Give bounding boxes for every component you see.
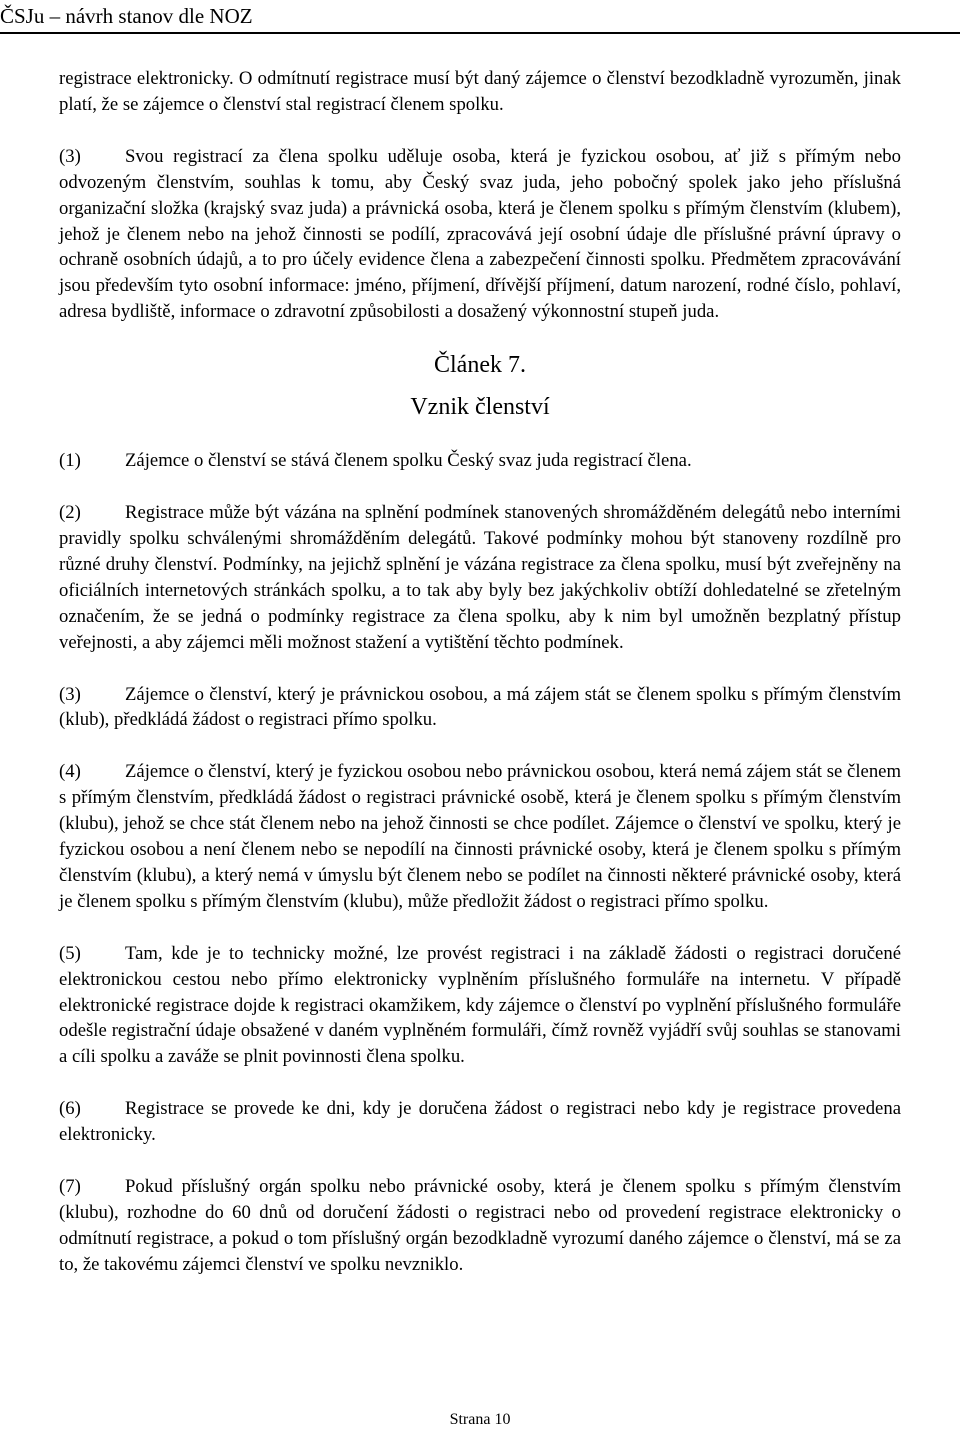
paragraph-number: (3) xyxy=(59,683,81,705)
paragraph-text: Zájemce o členství, který je právnickou osobou, a má zájem stát se členem spolku s přímým členstvím (klub), předkládá žádost o registraci přímo spolku. xyxy=(59,683,901,731)
paragraph-text: Tam, kde je to technicky možné, lze provést registraci i na základě žádosti o registraci doručené elektronickou cestou nebo přímo elektronicky vyplněním příslušného formuláře na internetu. V případě elektronické registrace dojde k registraci okamžikem, kdy zájemce o členství po vyplnění příslušného formuláře odešle registrační údaje obsažené v daném vyplněném formuláři, čímž rovněž vyjádří svůj souhlas se stanovami a cíli spolku a zaváže se plnit povinnosti člena spolku. xyxy=(59,942,901,1068)
paragraph-number: (5) xyxy=(59,942,81,964)
paragraph-text: Registrace se provede ke dni, kdy je doručena žádost o registraci nebo kdy je registrace provedena elektronicky. xyxy=(59,1098,901,1146)
paragraph-7 xyxy=(59,1174,901,1278)
paragraph-text: Registrace může být vázána na splnění podmínek stanovených shromážděném delegátů nebo interními pravidly spolku schválenými shromážděním delegátů. Takové podmínky mohou být stanoveny rozdílně pro různé druhy členství. Podmínky, na jejichž splnění je vázána registrace za člena spolku, musí být zveřejněny na oficiálních internetových stránkách spolku, a to tak aby byly bez jakýchkoliv obtíží dohledatelné se zřetelným označením, že se jedná o podmínky registrace za člena spolku, aby k nim byl umožněn bezplatný přístup veřejnosti, a aby zájemci měli možnost stažení a vytištění těchto podmínek. xyxy=(59,502,901,653)
paragraph-6 xyxy=(59,1096,901,1148)
paragraph-text: Svou registrací za člena spolku uděluje osoba, která je fyzickou osobou, ať již s přímým nebo odvozeným členstvím, souhlas k tomu, aby Český svaz juda, jeho pobočný spolek jako jeho příslušná organizační složka (krajský svaz juda) a právnická osoba, která je členem spolku s přímým členstvím (klubem), jehož je členem nebo na jehož činnosti se podílí, zpracovává její osobní údaje dle příslušné právní úpravy o ochraně osobních údajů, a to pro účely evidence člena a zabezpečení činnosti spolku. Předmětem zpracovávání jsou především tyto osobní informace: jméno, příjmení, dřívější příjmení, datum narození, rodné číslo, pohlaví, adresa bydliště, informace o zdravotní způsobilosti a dosažený výkonnostní stupeň juda. xyxy=(59,145,901,323)
article-subtitle: Vznik členství xyxy=(410,394,550,421)
paragraph-number: (2) xyxy=(59,502,81,524)
paragraph-5 xyxy=(59,941,901,1071)
paragraph-4 xyxy=(59,759,901,914)
header-title: ČSJu – návrh stanov dle NOZ xyxy=(0,4,253,28)
page-number: Strana 10 xyxy=(449,1411,511,1428)
page-header xyxy=(0,0,960,34)
paragraph-text: Zájemce o členství se stává členem spolku Český svaz juda registrací člena. xyxy=(125,450,692,472)
paragraph-text: Zájemce o členství, který je fyzickou osobou nebo právnickou osobou, která nemá zájem stát se členem s přímým členstvím, předkládá žádost o registraci právnické osobě, která je členem spolku s přímým členstvím (klubu), jehož se chce stát členem nebo na jehož činnosti se chce podílet. Zájemce o členství ve spolku, který je fyzickou osobou a není členem nebo se nepodílí na činnosti právnické osoby, která je členem spolku s přímým členstvím (klubu), a který nemá v úmyslu být členem nebo se podílet na činnosti některé právnické osoby, která je členem spolku s přímým členstvím (klubu), může předložit žádost o registraci přímo spolku. xyxy=(59,761,901,912)
paragraph-number: (6) xyxy=(59,1098,81,1120)
paragraph-prev-3 xyxy=(59,144,901,325)
article-title: Článek 7. xyxy=(434,352,526,379)
paragraph-number: (7) xyxy=(59,1176,81,1198)
paragraph-number: (1) xyxy=(59,450,81,472)
paragraph-2 xyxy=(59,500,901,655)
paragraph-3 xyxy=(59,682,901,734)
paragraph-number: (4) xyxy=(59,761,81,783)
continuation-paragraph: registrace elektronicky. O odmítnutí registrace musí být daný zájemce o členství bezodkladně vyrozuměn, jinak platí, že se zájemce o členství stal registrací členem spolku. xyxy=(59,68,901,115)
paragraph-1 xyxy=(59,448,901,474)
paragraph-number: (3) xyxy=(59,145,81,167)
paragraph-text: Pokud příslušný orgán spolku nebo právnické osoby, která je členem spolku s přímým členstvím (klubu), rozhodne do 60 dnů od doručení žádosti o registraci nebo od provedení registrace elektronicky o odmítnutí registrace, a pokud o tom příslušný orgán bezodkladně vyrozumí daného zájemce o členství, má se za to, že takovému zájemci členství ve spolku nevzniklo. xyxy=(59,1176,901,1275)
document-body xyxy=(59,66,901,1278)
